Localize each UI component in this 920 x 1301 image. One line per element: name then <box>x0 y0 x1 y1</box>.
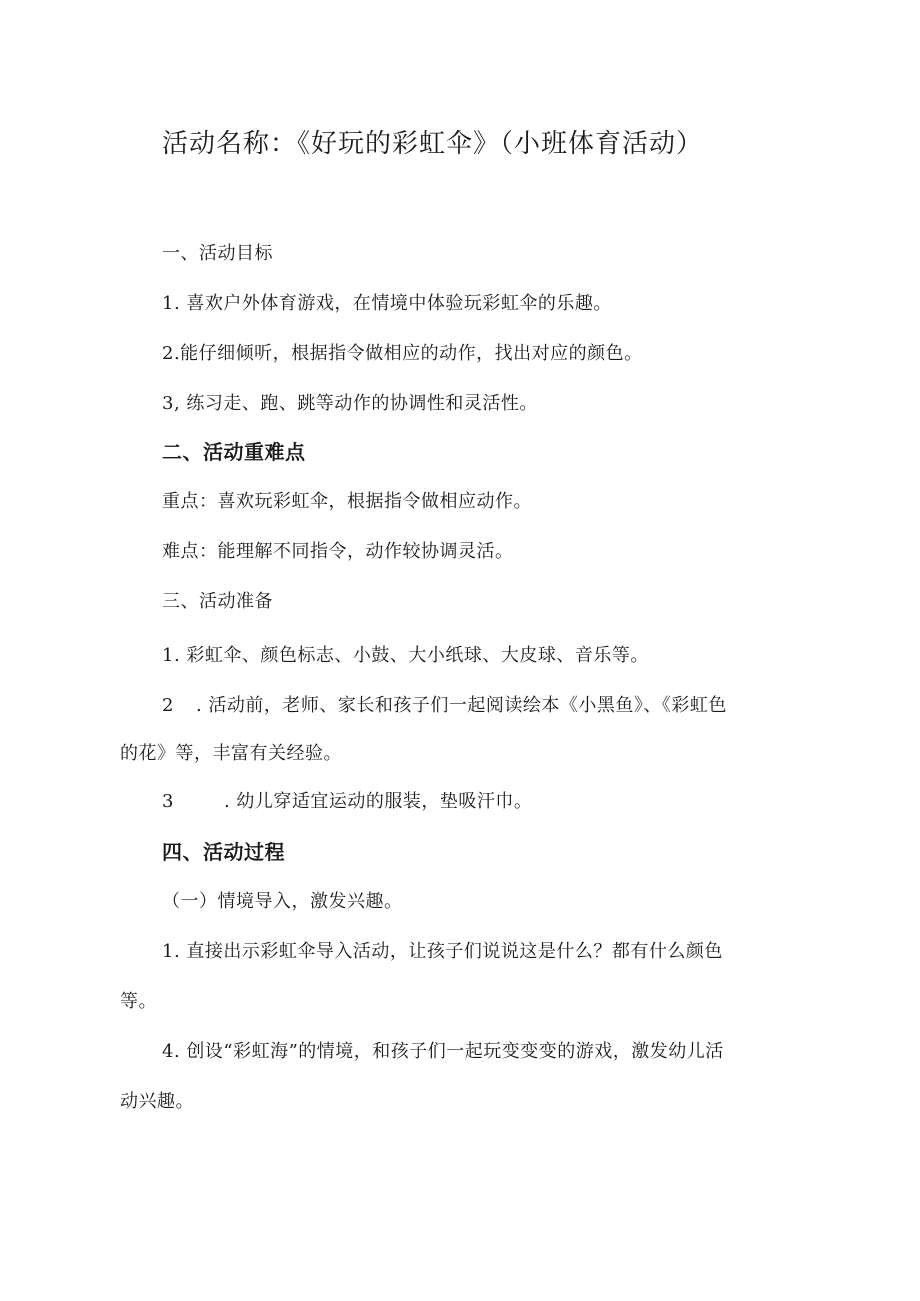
key-point-text: 重点：喜欢玩彩虹伞，根据指令做相应动作。 <box>162 491 532 512</box>
section-heading-objectives: 一、活动目标 <box>162 243 273 264</box>
preparation-item-2-continued: 的花》等，丰富有关经验。 <box>120 743 342 764</box>
preparation-item-3 <box>162 790 532 814</box>
process-item-4: 4. 创设“彩虹海”的情境，和孩子们一起玩变变变的游戏，激发幼儿活 <box>162 1041 724 1062</box>
objective-item-2: 2.能仔细倾听，根据指令做相应的动作，找出对应的颜色。 <box>162 343 643 364</box>
process-item-4-continued: 动兴趣。 <box>120 1091 194 1112</box>
document-title: 活动名称：《好玩的彩虹伞》（小班体育活动） <box>162 129 704 159</box>
preparation-item-2-number: 2 <box>162 695 174 716</box>
process-item-1-continued: 等。 <box>120 991 157 1012</box>
section-heading-preparation: 三、活动准备 <box>162 591 273 612</box>
objective-item-1: 1. 喜欢户外体育游戏，在情境中体验玩彩虹伞的乐趣。 <box>162 293 612 314</box>
process-item-1: 1. 直接出示彩虹伞导入活动，让孩子们说说这是什么？都有什么颜色 <box>162 941 723 962</box>
preparation-item-2-text: . 活动前，老师、家长和孩子们一起阅读绘本《小黑鱼》、《彩虹色 <box>195 695 727 716</box>
preparation-item-2 <box>162 694 727 718</box>
preparation-item-1: 1. 彩虹伞、颜色标志、小鼓、大小纸球、大皮球、音乐等。 <box>162 645 649 666</box>
preparation-item-3-text: . 幼儿穿适宜运动的服装，垫吸汗巾。 <box>223 791 533 812</box>
section-heading-key-points: 二、活动重难点 <box>162 440 306 464</box>
difficulty-text: 难点：能理解不同指令，动作较协调灵活。 <box>162 541 514 562</box>
preparation-item-3-number: 3 <box>162 791 174 812</box>
objective-item-3: 3, 练习走、跑、跳等动作的协调性和灵活性。 <box>162 393 538 414</box>
process-subheading-1: （一）情境导入，激发兴趣。 <box>162 891 403 912</box>
section-heading-process: 四、活动过程 <box>162 840 285 864</box>
